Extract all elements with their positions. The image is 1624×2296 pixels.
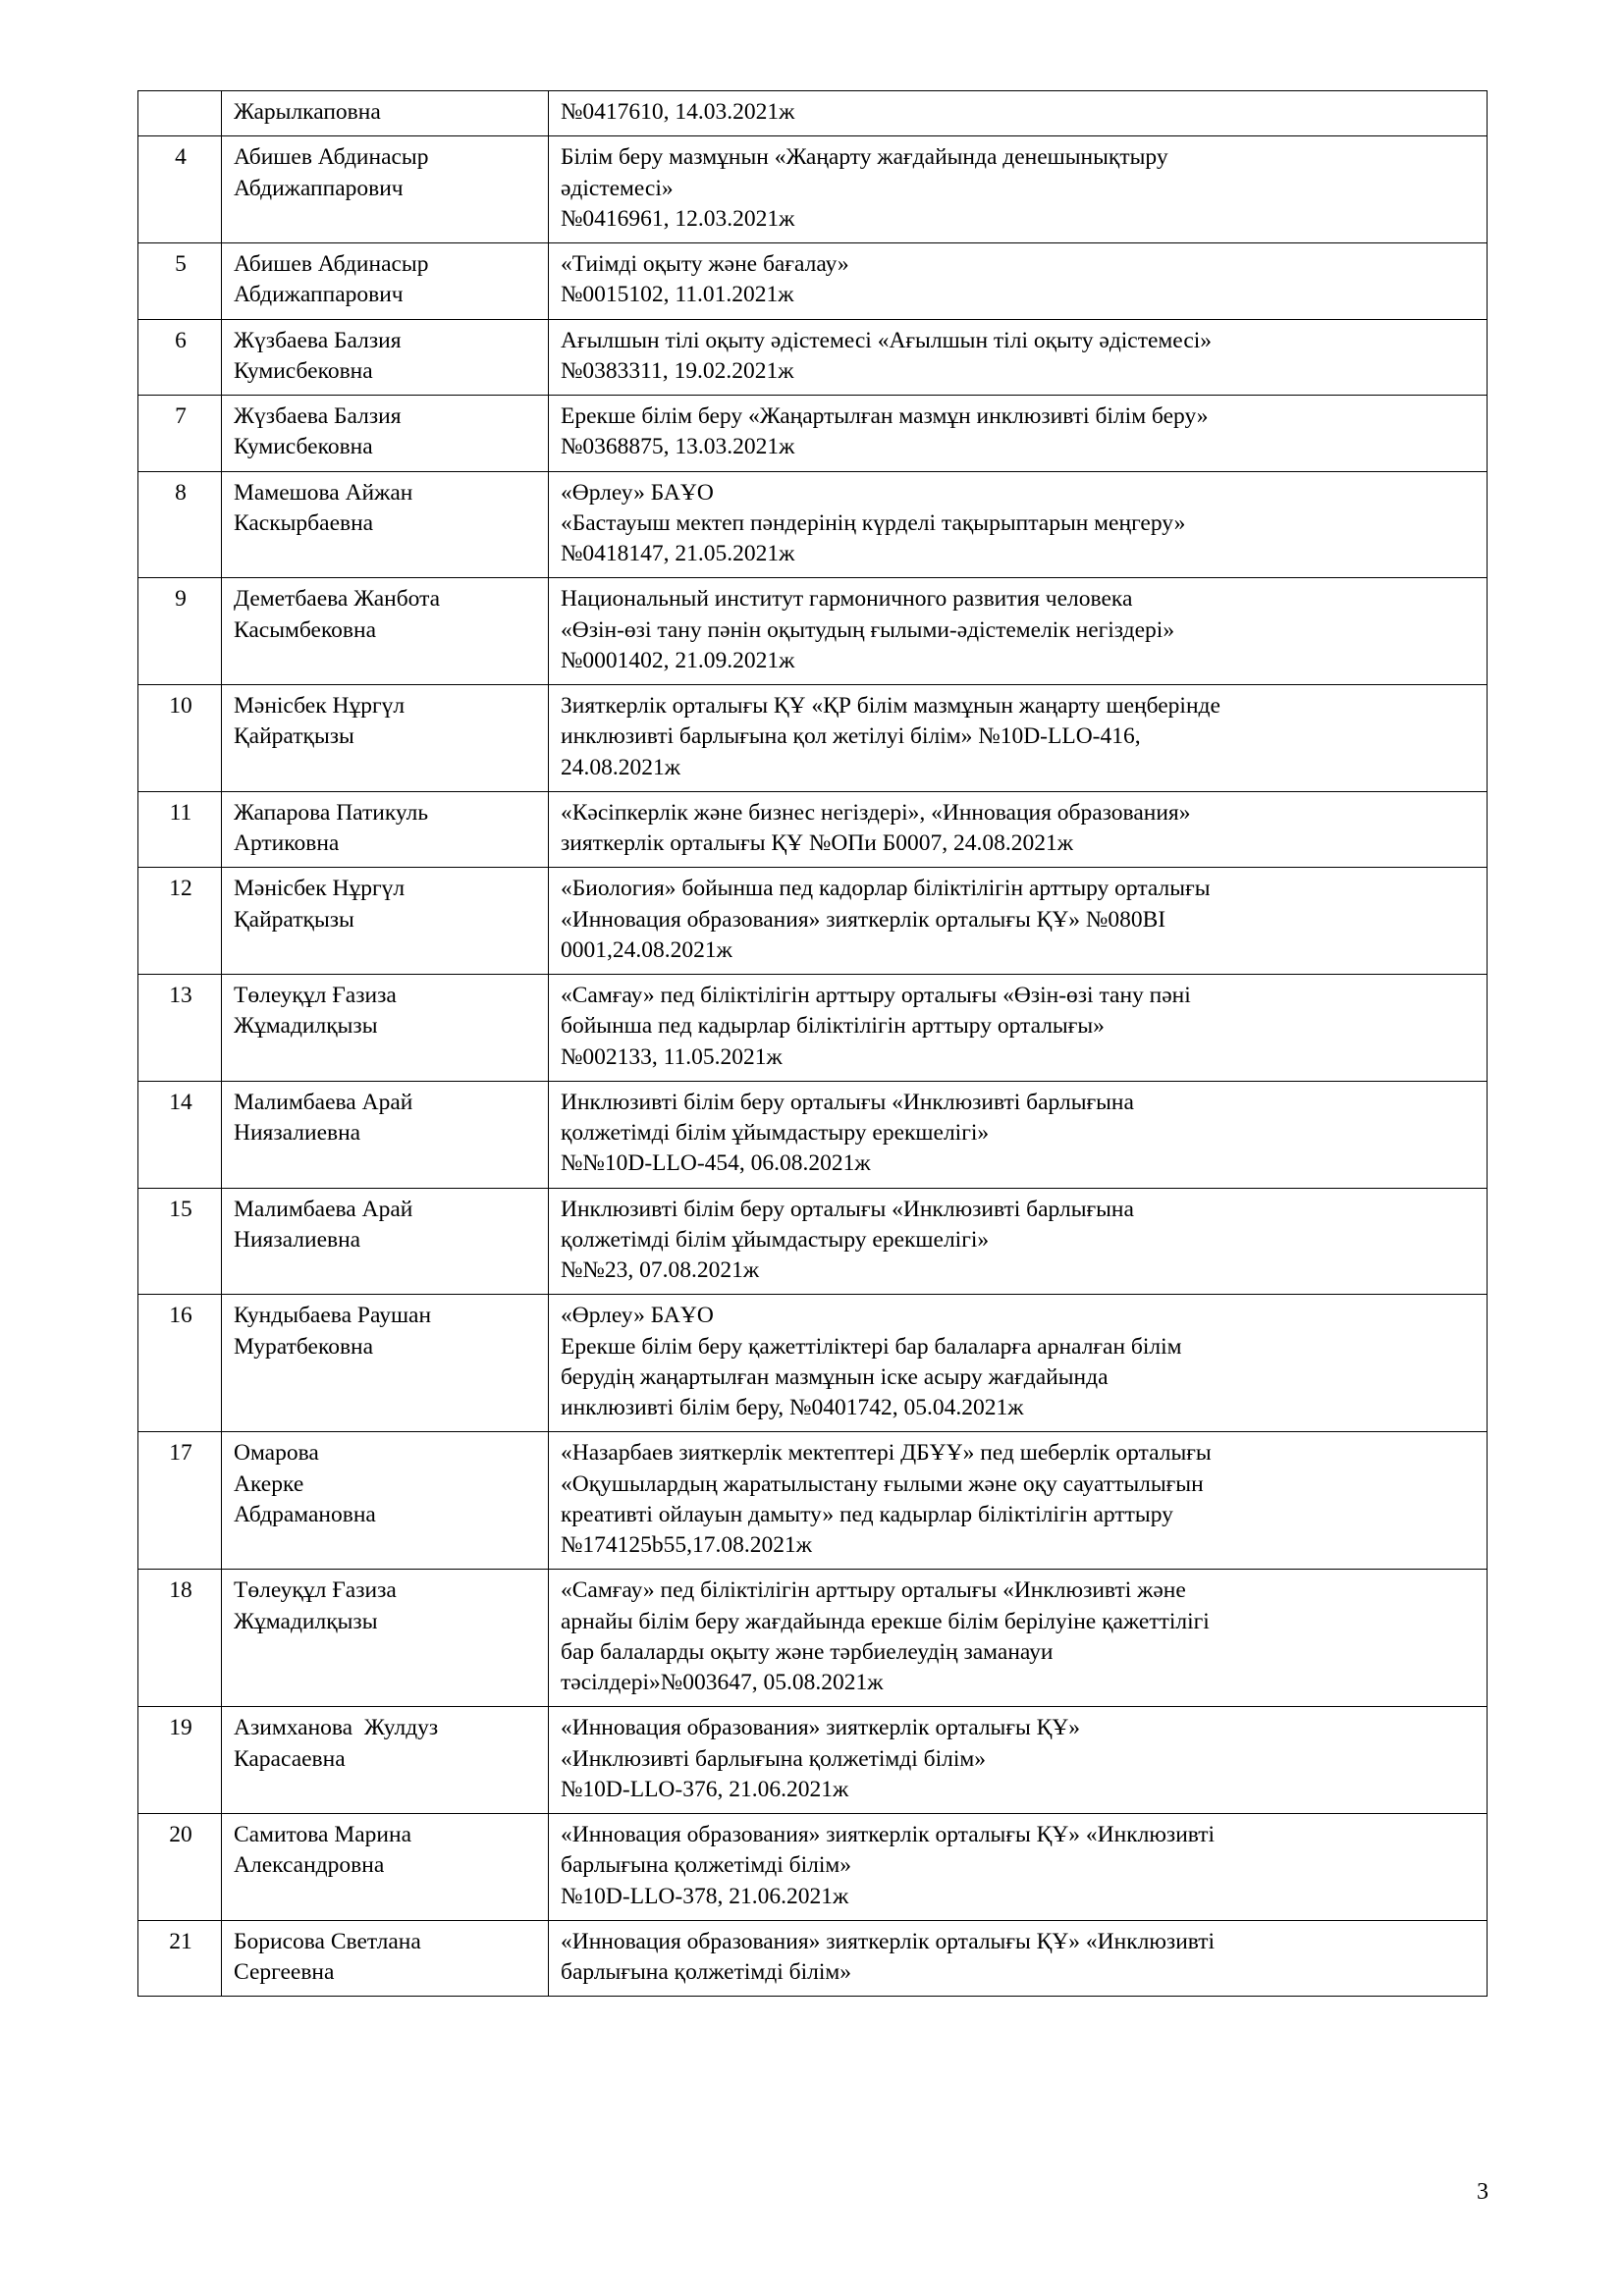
- course-details-cell: [549, 396, 1488, 472]
- row-number-cell: 5: [138, 243, 222, 320]
- person-name-line: Абдижаппарович: [234, 282, 404, 308]
- person-name-cell: [222, 1295, 549, 1432]
- row-number-cell: 17: [138, 1432, 222, 1570]
- table-row: [138, 685, 1488, 792]
- row-number-cell: 19: [138, 1707, 222, 1814]
- person-name-line: Төлеуқұл Ғазиза: [234, 983, 397, 1008]
- course-details-line: 24.08.2021ж: [561, 754, 680, 780]
- row-number-cell: [138, 91, 222, 136]
- person-name-cell: [222, 868, 549, 975]
- person-name-cell: [222, 91, 549, 136]
- person-name-cell: [222, 1707, 549, 1814]
- course-details-line: «Инновация образования» зияткерлік орталығы ҚҰ» №080ВІ: [561, 906, 1166, 933]
- person-name-cell: [222, 319, 549, 396]
- person-name-cell: [222, 578, 549, 685]
- row-number-cell: 8: [138, 471, 222, 578]
- course-details-line: «Тиімді оқыту және бағалау»: [561, 251, 849, 277]
- row-number-cell: 6: [138, 319, 222, 396]
- course-details-cell: [549, 1432, 1488, 1570]
- table-row: [138, 396, 1488, 472]
- person-name-line: Кумисбековна: [234, 357, 373, 384]
- course-details-line: Ағылшын тілі оқыту әдістемесі «Ағылшын тілі оқыту әдістемесі»: [561, 327, 1213, 353]
- course-details-line: креативті ойлауын дамыту» пед кадырлар біліктілігін арттыру: [561, 1501, 1173, 1527]
- person-name-line: Жұмадилқызы: [234, 1608, 378, 1634]
- course-details-line: «Бастауыш мектеп пәндерінің күрделі тақырыптарын меңгеру»: [561, 509, 1186, 536]
- course-details-cell: [549, 868, 1488, 975]
- person-name-line: Жұмадилқызы: [234, 1013, 378, 1040]
- course-details-cell: [549, 91, 1488, 136]
- course-details-line: №0418147, 21.05.2021ж: [561, 541, 795, 566]
- course-details-line: арнайы білім беру жағдайында ерекше білім берілуіне қажеттілігі: [561, 1608, 1210, 1634]
- person-name-line: Абишев Абдинасыр: [234, 251, 429, 277]
- person-name-line: Абдрамановна: [234, 1501, 376, 1527]
- course-details-line: «Өзін-өзі тану пәнін оқытудың ғылыми-әдістемелік негіздері»: [561, 616, 1175, 643]
- row-number-cell: 4: [138, 136, 222, 243]
- course-details-line: «Өрлеу» БАҰО: [561, 1303, 714, 1329]
- table-row: [138, 1081, 1488, 1188]
- course-details-cell: [549, 578, 1488, 685]
- course-details-line: №0368875, 13.03.2021ж: [561, 434, 795, 460]
- person-name-cell: [222, 471, 549, 578]
- course-details-line: «Кәсіпкерлік және бизнес негіздері», «Инновация образования»: [561, 799, 1191, 826]
- course-details-line: Ерекше білім беру «Жаңартылған мазмұн инклюзивті білім беру»: [561, 403, 1209, 429]
- course-details-line: 0001,24.08.2021ж: [561, 936, 732, 963]
- table-row: [138, 91, 1488, 136]
- person-name-line: Омарова: [234, 1440, 319, 1467]
- person-name-line: Абишев Абдинасыр: [234, 144, 429, 171]
- course-details-line: әдістемесі»: [561, 175, 674, 201]
- course-details-line: инклюзивті білім беру, №0401742, 05.04.2021ж: [561, 1395, 1024, 1420]
- row-number-cell: 21: [138, 1920, 222, 1997]
- course-details-line: №№10D-LLO-454, 06.08.2021ж: [561, 1150, 871, 1177]
- course-details-line: «Оқушылардың жаратылыстану ғылыми және оқу сауаттылығын: [561, 1470, 1204, 1497]
- person-name-line: Муратбековна: [234, 1333, 374, 1360]
- person-name-line: Төлеуқұл Ғазиза: [234, 1577, 397, 1604]
- course-details-cell: [549, 1707, 1488, 1814]
- course-details-line: «Самғау» пед біліктілігін арттыру орталығы «Инклюзивті және: [561, 1577, 1186, 1604]
- row-number-cell: 7: [138, 396, 222, 472]
- course-details-cell: [549, 1081, 1488, 1188]
- row-number-cell: 11: [138, 791, 222, 868]
- table-row: [138, 471, 1488, 578]
- course-details-line: «Инновация образования» зияткерлік орталығы ҚҰ» «Инклюзивті: [561, 1822, 1216, 1847]
- person-name-cell: [222, 791, 549, 868]
- person-name-cell: [222, 396, 549, 472]
- person-name-line: Кундыбаева Раушан: [234, 1303, 432, 1329]
- table-row: [138, 136, 1488, 243]
- course-details-line: «Өрлеу» БАҰО: [561, 479, 714, 506]
- course-details-cell: [549, 1570, 1488, 1707]
- row-number-cell: 9: [138, 578, 222, 685]
- row-number-cell: 12: [138, 868, 222, 975]
- person-name-line: Борисова Светлана: [234, 1928, 421, 1954]
- course-details-cell: [549, 1814, 1488, 1921]
- row-number-cell: 18: [138, 1570, 222, 1707]
- row-number-cell: 16: [138, 1295, 222, 1432]
- course-details-line: «Инновация образования» зияткерлік орталығы ҚҰ»: [561, 1715, 1081, 1741]
- course-details-line: №№23, 07.08.2021ж: [561, 1257, 760, 1283]
- course-details-line: №0417610, 14.03.2021ж: [561, 99, 795, 125]
- course-details-cell: [549, 319, 1488, 396]
- person-name-cell: [222, 1570, 549, 1707]
- course-details-line: №0001402, 21.09.2021ж: [561, 647, 795, 673]
- person-name-line: Каскырбаевна: [234, 509, 374, 536]
- course-details-line: «Биология» бойынша пед кадорлар біліктілігін арттыру орталығы: [561, 876, 1211, 902]
- course-details-line: бойынша пед кадырлар біліктілігін арттыру орталығы»: [561, 1013, 1105, 1040]
- person-name-line: Касымбековна: [234, 616, 377, 643]
- course-details-line: барлығына қолжетімді білім»: [561, 1852, 851, 1879]
- person-name-line: Жүзбаева Балзия: [234, 327, 402, 353]
- course-details-cell: [549, 136, 1488, 243]
- person-name-line: Жарылкаповна: [234, 99, 381, 125]
- person-name-line: Жапарова Патикуль: [234, 799, 429, 826]
- table-row: [138, 791, 1488, 868]
- course-details-line: «Инновация образования» зияткерлік орталығы ҚҰ» «Инклюзивті: [561, 1928, 1216, 1954]
- person-name-cell: [222, 1814, 549, 1921]
- course-details-line: қолжетімді білім ұйымдастыру ерекшелігі»: [561, 1120, 990, 1146]
- table-row: [138, 868, 1488, 975]
- row-number-cell: 10: [138, 685, 222, 792]
- course-details-cell: [549, 1295, 1488, 1432]
- course-details-line: «Назарбаев зияткерлік мектептері ДБҰҰ» пед шеберлік орталығы: [561, 1440, 1212, 1467]
- course-details-cell: [549, 975, 1488, 1082]
- table-row: [138, 243, 1488, 320]
- person-name-cell: [222, 243, 549, 320]
- person-name-line: Мамешова Айжан: [234, 479, 413, 506]
- person-name-line: Александровна: [234, 1852, 385, 1879]
- person-name-cell: [222, 136, 549, 243]
- row-number-cell: 14: [138, 1081, 222, 1188]
- course-details-cell: [549, 471, 1488, 578]
- person-name-cell: [222, 1432, 549, 1570]
- course-details-line: зияткерлік орталығы ҚҰ №ОПи Б0007, 24.08.2021ж: [561, 830, 1073, 856]
- table-row: [138, 1814, 1488, 1921]
- table-row: [138, 1920, 1488, 1997]
- course-details-line: барлығына қолжетімді білім»: [561, 1959, 851, 1985]
- table-row: [138, 1295, 1488, 1432]
- person-name-line: Мәнісбек Нұргүл: [234, 876, 406, 902]
- table-row: [138, 1707, 1488, 1814]
- course-details-line: «Инклюзивті барлығына қолжетімді білім»: [561, 1745, 987, 1772]
- person-name-cell: [222, 1081, 549, 1188]
- person-name-cell: [222, 1188, 549, 1295]
- course-details-cell: [549, 791, 1488, 868]
- course-details-line: №0383311, 19.02.2021ж: [561, 357, 794, 384]
- course-details-line: №0416961, 12.03.2021ж: [561, 205, 795, 232]
- course-details-line: №002133, 11.05.2021ж: [561, 1043, 783, 1070]
- course-details-cell: [549, 1188, 1488, 1295]
- person-name-line: Артиковна: [234, 830, 340, 856]
- person-name-line: Мәнісбек Нұргүл: [234, 693, 406, 719]
- row-number-cell: 13: [138, 975, 222, 1082]
- person-name-line: Самитова Марина: [234, 1822, 412, 1847]
- person-name-cell: [222, 975, 549, 1082]
- table-row: [138, 1432, 1488, 1570]
- person-name-line: Қайратқызы: [234, 723, 354, 750]
- course-details-line: №0015102, 11.01.2021ж: [561, 282, 794, 308]
- person-name-line: Қайратқызы: [234, 906, 354, 933]
- person-name-line: Ниязалиевна: [234, 1226, 361, 1253]
- course-details-line: инклюзивті барлығына қол жетілуі білім» №10D-LLO-416,: [561, 723, 1141, 750]
- course-details-line: қолжетімді білім ұйымдастыру ерекшелігі»: [561, 1226, 990, 1253]
- course-details-line: №174125b55,17.08.2021ж: [561, 1532, 813, 1558]
- person-name-line: Сергеевна: [234, 1959, 335, 1985]
- person-name-line: Ниязалиевна: [234, 1120, 361, 1146]
- person-name-line: Малимбаева Арай: [234, 1089, 413, 1115]
- course-details-line: Білім беру мазмұнын «Жаңарту жағдайында денешынықтыру: [561, 144, 1168, 171]
- row-number-cell: 15: [138, 1188, 222, 1295]
- table-row: [138, 578, 1488, 685]
- course-details-line: Национальный институт гармоничного развития человека: [561, 586, 1133, 613]
- row-number-cell: 20: [138, 1814, 222, 1921]
- table-row: [138, 319, 1488, 396]
- table-row: [138, 1570, 1488, 1707]
- table-row: [138, 1188, 1488, 1295]
- person-name-line: Азимханова Жулдуз: [234, 1715, 439, 1741]
- person-name-line: Акерке: [234, 1470, 304, 1497]
- table-row: [138, 975, 1488, 1082]
- person-name-line: Кумисбековна: [234, 434, 373, 460]
- course-details-line: берудің жаңартылған мазмұнын іске асыру жағдайында: [561, 1363, 1109, 1390]
- course-details-line: Зияткерлік орталығы ҚҰ «ҚР білім мазмұнын жаңарту шеңберінде: [561, 693, 1220, 719]
- course-details-line: №10D-LLO-376, 21.06.2021ж: [561, 1776, 849, 1802]
- course-details-line: №10D-LLO-378, 21.06.2021ж: [561, 1883, 849, 1909]
- course-details-line: Ерекше білім беру қажеттіліктері бар балаларға арналған білім: [561, 1333, 1182, 1360]
- course-details-line: бар балаларды оқыту және тәрбиелеудің заманауи: [561, 1638, 1054, 1665]
- person-name-line: Карасаевна: [234, 1745, 346, 1772]
- course-details-cell: [549, 1920, 1488, 1997]
- course-details-line: Инклюзивті білім беру орталығы «Инклюзивті барлығына: [561, 1196, 1134, 1222]
- course-details-line: Инклюзивті білім беру орталығы «Инклюзивті барлығына: [561, 1089, 1134, 1115]
- person-name-line: Жүзбаева Балзия: [234, 403, 402, 429]
- certificates-table: [137, 90, 1488, 1997]
- person-name-cell: [222, 685, 549, 792]
- person-name-line: Абдижаппарович: [234, 175, 404, 201]
- table-body: [138, 91, 1488, 1997]
- course-details-cell: [549, 243, 1488, 320]
- course-details-cell: [549, 685, 1488, 792]
- course-details-line: «Самғау» пед біліктілігін арттыру орталығы «Өзін-өзі тану пәні: [561, 983, 1191, 1008]
- person-name-line: Малимбаева Арай: [234, 1196, 413, 1222]
- page-number: 3: [1477, 2179, 1489, 2205]
- person-name-cell: [222, 1920, 549, 1997]
- course-details-line: тәсілдері»№003647, 05.08.2021ж: [561, 1670, 884, 1695]
- person-name-line: Деметбаева Жанбота: [234, 586, 441, 613]
